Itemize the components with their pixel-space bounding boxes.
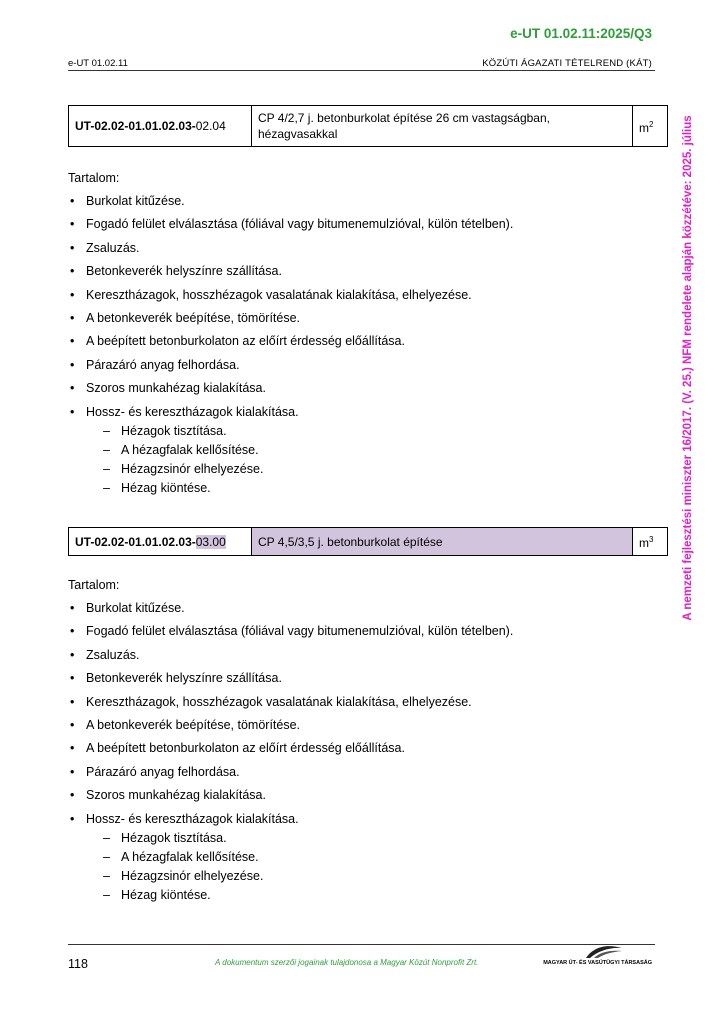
list-item-with-sublist bbox=[68, 404, 668, 498]
logo-text: MAGYAR ÚT- ÉS VASÚTÜGYI TÁRSASÁG bbox=[543, 960, 652, 966]
list-item: • Burkolat kitűzése. bbox=[68, 193, 668, 210]
item-code-suffix: 02.04 bbox=[195, 119, 226, 133]
item-unit bbox=[633, 528, 668, 556]
list-item: • A beépített betonburkolaton az előírt érdesség előállítása. bbox=[68, 740, 668, 757]
road-logo-icon bbox=[584, 944, 624, 960]
unit-base: m bbox=[639, 120, 649, 135]
sub-list-item: – A hézagfalak kellősítése. bbox=[86, 442, 668, 459]
list-item: • Szoros munkahézag kialakítása. bbox=[68, 380, 668, 397]
item-row bbox=[69, 528, 668, 556]
item-content-2 bbox=[68, 576, 668, 910]
list-item: • Burkolat kitűzése. bbox=[68, 600, 668, 617]
list-item: • Betonkeverék helyszínre szállítása. bbox=[68, 670, 668, 687]
header-right: KÖZÚTI ÁGAZATI TÉTELREND (KÁT) bbox=[482, 58, 652, 69]
unit-base: m bbox=[639, 536, 649, 550]
list-item: • Fogadó felület elválasztása (fóliával vagy bitumenemulzióval, külön tételben). bbox=[68, 216, 668, 233]
list-item: • A betonkeverék beépítése, tömörítése. bbox=[68, 310, 668, 327]
header-divider bbox=[68, 70, 655, 71]
page-number: 118 bbox=[68, 957, 88, 971]
item-code-prefix: UT-02.02-01.01.02.03- bbox=[75, 534, 196, 549]
sub-list-item: – Hézag kiöntése. bbox=[86, 480, 668, 497]
list-item: • A beépített betonburkolaton az előírt érdesség előállítása. bbox=[68, 333, 668, 350]
content-label: Tartalom: bbox=[68, 171, 120, 185]
list-item: • Szoros munkahézag kialakítása. bbox=[68, 787, 668, 804]
item-code bbox=[69, 528, 252, 556]
list-item: • Fogadó felület elválasztása (fóliával vagy bitumenemulzióval, külön tételben). bbox=[68, 623, 668, 640]
item-code-prefix: UT-02.02-01.01.02.03- bbox=[75, 119, 196, 133]
unit-exponent: 3 bbox=[649, 535, 654, 544]
item-table-1 bbox=[68, 105, 668, 147]
content-label: Tartalom: bbox=[68, 578, 120, 592]
list-item: • Párazáró anyag felhordása. bbox=[68, 764, 668, 781]
sub-list-item: – Hézagok tisztítása. bbox=[86, 830, 668, 847]
list-item: • Keresztházagok, hosszhézagok vasalatának kialakítása, elhelyezése. bbox=[68, 287, 668, 304]
list-item: • Keresztházagok, hosszhézagok vasalatának kialakítása, elhelyezése. bbox=[68, 694, 668, 711]
sub-list-item: – Hézagok tisztítása. bbox=[86, 423, 668, 440]
publication-note: A nemzeti fejlesztési miniszter 16/2017. (V. 25.) NFM rendelete alapján közzétéve: 2025. július bbox=[682, 115, 694, 621]
list-item: • Párazáró anyag felhordása. bbox=[68, 357, 668, 374]
list-item-text: Hossz- és keresztházagok kialakítása. bbox=[86, 811, 299, 826]
item-description: CP 4,5/3,5 j. betonburkolat építése bbox=[252, 528, 633, 556]
item-description: CP 4/2,7 j. betonburkolat építése 26 cm vastagságban, hézagvasakkal bbox=[252, 106, 633, 147]
item-code-suffix: 03.00 bbox=[195, 534, 226, 549]
unit-exponent: 2 bbox=[649, 119, 654, 129]
content-list bbox=[68, 600, 668, 904]
document-code: e-UT 01.02.11:2025/Q3 bbox=[510, 26, 652, 41]
content-list bbox=[68, 193, 668, 497]
sub-list bbox=[86, 423, 668, 498]
sub-list-item: – Hézag kiöntése. bbox=[86, 887, 668, 904]
publisher-logo bbox=[543, 944, 652, 970]
item-unit bbox=[633, 106, 668, 147]
header-left: e-UT 01.02.11 bbox=[68, 58, 128, 69]
item-row bbox=[69, 106, 668, 147]
list-item: • A betonkeverék beépítése, tömörítése. bbox=[68, 717, 668, 734]
list-item: • Zsaluzás. bbox=[68, 240, 668, 257]
sub-list bbox=[86, 830, 668, 905]
list-item: • Zsaluzás. bbox=[68, 647, 668, 664]
list-item-text: Hossz- és keresztházagok kialakítása. bbox=[86, 404, 299, 419]
sub-list-item: – A hézagfalak kellősítése. bbox=[86, 849, 668, 866]
sub-list-item: – Hézagzsinór elhelyezése. bbox=[86, 461, 668, 478]
copyright-note: A dokumentum szerzői jogainak tulajdonosa a Magyar Közút Nonprofit Zrt. bbox=[215, 958, 479, 967]
sub-list-item: – Hézagzsinór elhelyezése. bbox=[86, 868, 668, 885]
list-item-with-sublist bbox=[68, 811, 668, 905]
item-code bbox=[69, 106, 252, 147]
item-content-1 bbox=[68, 169, 668, 503]
item-table-2 bbox=[68, 527, 668, 556]
list-item: • Betonkeverék helyszínre szállítása. bbox=[68, 263, 668, 280]
